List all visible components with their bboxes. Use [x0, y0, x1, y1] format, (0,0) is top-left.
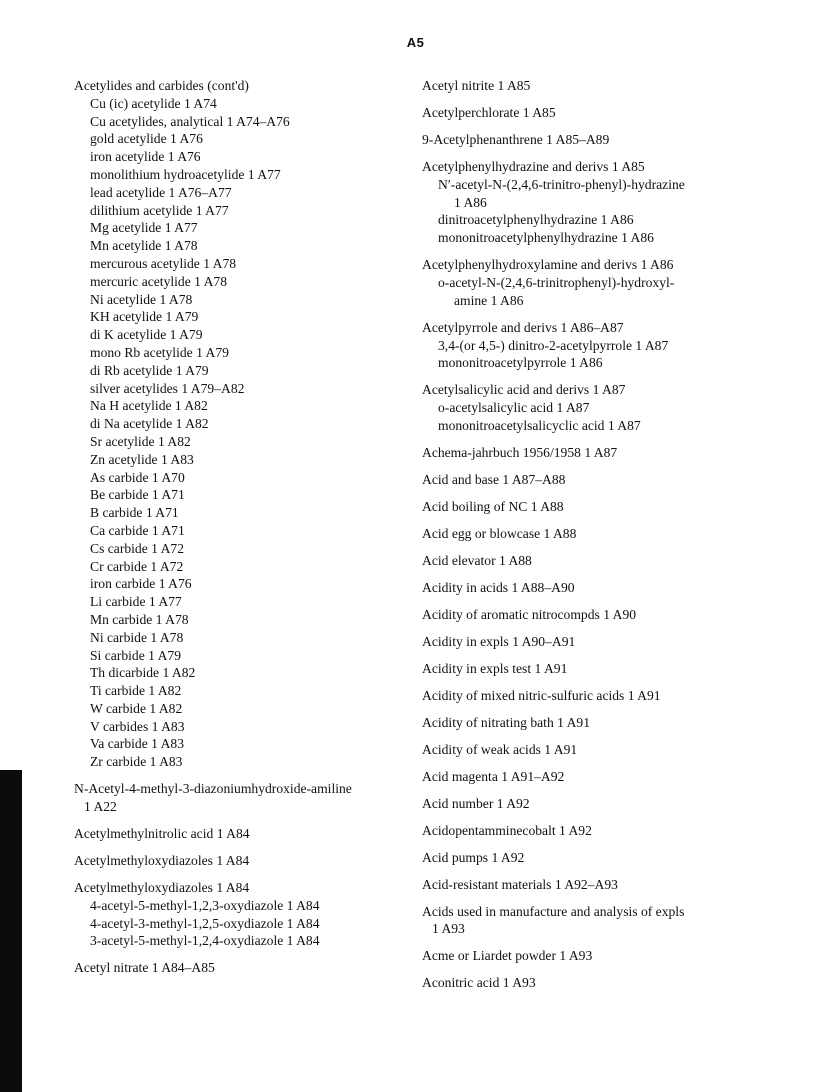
index-subentry: mono Rb acetylide 1 A79: [90, 344, 229, 360]
index-subentry: monolithium hydroacetylide 1 A77: [90, 166, 281, 182]
index-subentry: iron carbide 1 A76: [90, 576, 192, 592]
index-subentry: mononitroacetylpyrrole 1 A86: [438, 355, 603, 371]
index-subentry: KH acetylide 1 A79: [90, 309, 199, 325]
index-subentry: dilithium acetylide 1 A77: [90, 202, 229, 218]
index-subentry: Cs carbide 1 A72: [90, 540, 185, 556]
index-entry-methyloxydiazoles-heading: Acetylmethyloxydiazoles 1 A84: [74, 880, 250, 896]
index-subentry: mercurous acetylide 1 A78: [90, 255, 237, 271]
index-entry: Acid magenta 1 A91–A92: [422, 768, 565, 784]
index-subentry: di Rb acetylide 1 A79: [90, 362, 209, 378]
index-entry-methylnitrolic: Acetylmethylnitrolic acid 1 A84: [74, 826, 250, 842]
index-subentry-continued: amine 1 A86: [454, 292, 524, 308]
index-entry: Acidity of nitrating bath 1 A91: [422, 714, 591, 730]
index-subentry: Sr acetylide 1 A82: [90, 433, 191, 449]
index-entry: Acidity in expls 1 A90–A91: [422, 633, 576, 649]
index-subentry: mononitroacetylphenylhydrazine 1 A86: [438, 230, 654, 246]
index-entry-acetylperchlorate: Acetylperchlorate 1 A85: [422, 104, 556, 120]
index-entry-acetyl-nitrite: Acetyl nitrite 1 A85: [422, 78, 531, 93]
index-subentry: Va carbide 1 A83: [90, 736, 184, 752]
index-entry: Acidopentamminecobalt 1 A92: [422, 822, 592, 838]
index-column-left: [74, 77, 404, 977]
index-subentry: di Na acetylide 1 A82: [90, 416, 209, 432]
index-entry: Acid and base 1 A87–A88: [422, 471, 566, 487]
index-subentry: Mn acetylide 1 A78: [90, 238, 198, 254]
index-subentry: B carbide 1 A71: [90, 505, 179, 521]
index-subentry: o-acetyl-N-(2,4,6-trinitrophenyl)-hydroxyl-: [438, 274, 675, 290]
index-subentry: o-acetylsalicylic acid 1 A87: [438, 400, 590, 416]
index-entry: Acidity of mixed nitric-sulfuric acids 1 A91: [422, 687, 661, 703]
index-subentry: 4-acetyl-3-methyl-1,2,5-oxydiazole 1 A84: [90, 915, 320, 931]
index-subentry: iron acetylide 1 A76: [90, 149, 201, 165]
index-subentry: Zr carbide 1 A83: [90, 754, 183, 770]
index-subentry: mercuric acetylide 1 A78: [90, 273, 228, 289]
index-entry: Acid number 1 A92: [422, 795, 530, 811]
index-subentry: Th dicarbide 1 A82: [90, 665, 196, 681]
index-subentry: lead acetylide 1 A76–A77: [90, 184, 232, 200]
index-subentry: 3-acetyl-5-methyl-1,2,4-oxydiazole 1 A84: [90, 933, 320, 949]
index-subentry: Cr carbide 1 A72: [90, 558, 184, 574]
index-entry-diazonium-page: 1 A22: [84, 799, 117, 815]
index-entry-acetyl-nitrate: Acetyl nitrate 1 A84–A85: [74, 960, 215, 976]
index-subentry: Ni carbide 1 A78: [90, 629, 184, 645]
index-entry: Acidity of aromatic nitrocompds 1 A90: [422, 606, 637, 622]
index-subentry: W carbide 1 A82: [90, 700, 183, 716]
index-subentry: As carbide 1 A70: [90, 469, 185, 485]
index-entry: Acidity in expls test 1 A91: [422, 660, 568, 676]
index-entry-phenylhydroxylamine-heading: Acetylphenylhydroxylamine and derivs 1 A86: [422, 257, 674, 273]
index-subentry: Cu (ic) acetylide 1 A74: [90, 95, 217, 111]
index-subentry-continued: 1 A86: [454, 194, 487, 210]
index-subentry: Li carbide 1 A77: [90, 594, 182, 610]
index-entry: Achema-jahrbuch 1956/1958 1 A87: [422, 444, 618, 460]
index-subentry: 4-acetyl-5-methyl-1,2,3-oxydiazole 1 A84: [90, 897, 320, 913]
simple-entries: [422, 444, 752, 894]
index-entry: Acidity of weak acids 1 A91: [422, 741, 578, 757]
index-subentry: Ni acetylide 1 A78: [90, 291, 193, 307]
index-subentry: Mn carbide 1 A78: [90, 611, 189, 627]
index-entry: Acid egg or blowcase 1 A88: [422, 525, 577, 541]
index-entry-salicylic-heading: Acetylsalicylic acid and derivs 1 A87: [422, 382, 626, 398]
index-entry: Acid pumps 1 A92: [422, 849, 525, 865]
index-entry-methyloxydiazoles: Acetylmethyloxydiazoles 1 A84: [74, 853, 250, 869]
scan-edge-shadow: [0, 770, 22, 1092]
index-subentry: Na H acetylide 1 A82: [90, 398, 208, 414]
index-entry-acme: Acme or Liardet powder 1 A93: [422, 948, 593, 964]
index-subentry: 3,4-(or 4,5-) dinitro-2-acetylpyrrole 1 A87: [438, 337, 669, 353]
index-entry: Acid boiling of NC 1 A88: [422, 498, 564, 514]
index-subentry: dinitroacetylphenylhydrazine 1 A86: [438, 212, 634, 228]
index-entry-diazonium: N-Acetyl-4-methyl-3-diazoniumhydroxide-amiline: [74, 781, 352, 797]
index-subentry: Be carbide 1 A71: [90, 487, 185, 503]
index-entry-acids-used-page: 1 A93: [432, 921, 465, 937]
index-subentry: Cu acetylides, analytical 1 A74–A76: [90, 113, 290, 129]
index-entry-aconitric: Aconitric acid 1 A93: [422, 975, 536, 991]
index-subentry: N′-acetyl-N-(2,4,6-trinitro-phenyl)-hydrazine: [438, 176, 685, 192]
index-subentry: Ti carbide 1 A82: [90, 683, 182, 699]
index-subentry: di K acetylide 1 A79: [90, 327, 203, 343]
index-entry: Acid-resistant materials 1 A92–A93: [422, 876, 618, 892]
index-entry-acetylphenanthrene: 9-Acetylphenanthrene 1 A85–A89: [422, 131, 610, 147]
index-subentry: V carbides 1 A83: [90, 718, 185, 734]
index-entry: Acidity in acids 1 A88–A90: [422, 579, 575, 595]
index-subentry: Ca carbide 1 A71: [90, 522, 185, 538]
index-entry: Acid elevator 1 A88: [422, 552, 532, 568]
index-subentry: silver acetylides 1 A79–A82: [90, 380, 245, 396]
acetylide-subentries: [74, 95, 404, 771]
index-subentry: mononitroacetylsalicyclic acid 1 A87: [438, 417, 641, 433]
index-subentry: gold acetylide 1 A76: [90, 131, 203, 147]
page-label: A5: [406, 35, 425, 50]
index-column-right: [422, 77, 752, 992]
index-entry-phenylhydrazine-heading: Acetylphenylhydrazine and derivs 1 A85: [422, 158, 645, 174]
index-subentry: Si carbide 1 A79: [90, 647, 181, 663]
index-entry-pyrrole-heading: Acetylpyrrole and derivs 1 A86–A87: [422, 319, 624, 335]
index-subentry: Mg acetylide 1 A77: [90, 220, 198, 236]
index-entry-acids-used: Acids used in manufacture and analysis of expls: [422, 903, 685, 919]
index-subentry: Zn acetylide 1 A83: [90, 451, 194, 467]
index-entry-acetylides-heading: Acetylides and carbides (cont'd): [74, 78, 249, 93]
